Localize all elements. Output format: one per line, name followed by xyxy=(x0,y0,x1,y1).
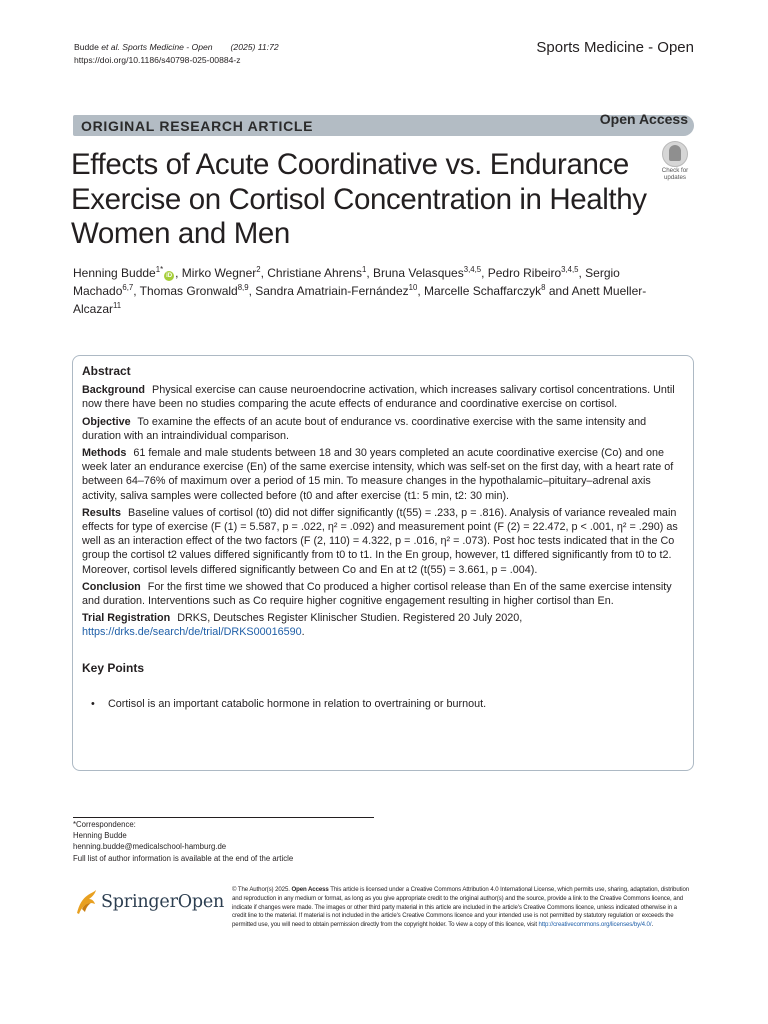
author xyxy=(488,266,579,280)
bullet-icon: • xyxy=(91,697,95,710)
check-updates-icon xyxy=(662,141,688,167)
open-access-label: Open Access xyxy=(599,111,688,127)
license-end: . xyxy=(651,921,654,929)
article-type-banner xyxy=(73,111,694,136)
objective-label: Objective xyxy=(82,415,131,428)
abstract-conclusion xyxy=(82,580,682,608)
author-name: Christiane Ahrens xyxy=(267,266,362,280)
author-name: Marcelle Schaffarczyk xyxy=(424,284,542,298)
author-name: Pedro Ribeiro xyxy=(487,266,562,280)
license-link[interactable]: http://creativecommons.org/licenses/by/4.0/ xyxy=(538,921,652,929)
authors-connector: and xyxy=(548,284,569,298)
author xyxy=(373,266,481,280)
author-name: Henning Budde xyxy=(73,266,156,280)
license-open-access: Open Access xyxy=(291,886,329,893)
author-name: Mirko Wegner xyxy=(181,266,257,280)
author-affiliation: 11 xyxy=(113,301,122,310)
springer-word: Springer xyxy=(101,892,178,912)
abstract-background xyxy=(82,383,682,411)
author-name: Sergio Machado xyxy=(73,266,620,298)
correspondence-email[interactable]: henning.budde@medicalschool-hamburg.de xyxy=(73,842,227,852)
author-affiliation: 8,9 xyxy=(237,283,249,292)
author xyxy=(267,266,366,280)
citation-header xyxy=(74,41,279,67)
abstract-results xyxy=(82,506,682,577)
results-label: Results xyxy=(82,506,122,519)
author-name: Anett Mueller-Alcazar xyxy=(73,284,647,316)
doi-link[interactable]: https://doi.org/10.1186/s40798-025-00884-z xyxy=(74,55,241,65)
objective-text: To examine the effects of an acute bout of endurance vs. coordinative exercise with the same intensity and duration with an intraindividual comparison. xyxy=(82,415,647,442)
correspondence-label: *Correspondence: xyxy=(73,820,136,829)
citation-year: (2025) 11:72 xyxy=(230,42,279,52)
article-type: ORIGINAL RESEARCH ARTICLE xyxy=(81,118,314,134)
article-title: Effects of Acute Coordinative vs. Endurance Exercise on Cortisol Concentration in Healthy Women and Men xyxy=(71,148,647,250)
author xyxy=(255,284,417,298)
background-label: Background xyxy=(82,384,145,397)
springer-open-word: Open xyxy=(177,892,225,912)
abstract-methods xyxy=(82,446,682,503)
trial-label: Trial Registration xyxy=(82,612,171,625)
author-name: Sandra Amatriain-Fernández xyxy=(255,284,409,298)
author-name: Thomas Gronwald xyxy=(139,284,238,298)
conclusion-text: For the first time we showed that Co produced a higher cortisol release than En of the same exercise intensity and duration. Interventions such as Co require higher cognitive engagement resulting in higher cortisol than En. xyxy=(82,580,672,608)
orcid-icon[interactable]: iD xyxy=(166,273,173,279)
trial-link[interactable]: https://drks.de/search/de/trial/DRKS00016590 xyxy=(82,626,302,639)
author-list: Henning Budde$^{1*}$iD , Mirko Wegner$^2$, Christiane Ahrens$^1$, Bruna Velasques$^{3,4,5}$, Pedro Ribeiro$^{3,4,5}$, Sergio Machado$^{6,7}$, Thomas Gronwald$^{8,9}$, Sandra Amatriain-Fernández$^{10}$, Marcelle Schaffarczyk$^8$ and Anett Mueller-Alcazar$^{11}$ xyxy=(73,265,647,316)
author-affiliation: 1* xyxy=(155,265,164,274)
author xyxy=(140,284,249,298)
check-for-updates-badge[interactable] xyxy=(654,141,696,181)
journal-name: Sports Medicine - Open xyxy=(536,39,694,56)
license-text xyxy=(232,886,692,930)
author-affiliation: 3,4,5 xyxy=(463,265,482,274)
author xyxy=(424,284,546,298)
author xyxy=(73,266,175,280)
author-affiliation: 2 xyxy=(256,265,261,274)
trial-end: . xyxy=(301,626,305,639)
abstract-trial-registration xyxy=(82,611,682,639)
correspondence-name: Henning Budde xyxy=(73,831,127,841)
author-affiliation: 10 xyxy=(408,283,418,292)
key-points-list xyxy=(82,697,682,711)
abstract-box xyxy=(72,355,694,771)
author-affiliation: 1 xyxy=(361,265,367,274)
check-updates-line2: updates xyxy=(663,173,687,181)
methods-text: 61 female and male students between 18 and 30 years completed an acute coordinative exercise (Co) and one week later an endurance exercise (En) of the same exercise intensity, which was self-set on the first day, with a heart rate of between 64–76% of maximum over a period of 15 min. To measure changes in the hypothalamic–pituitary–adrenal axis activity, saliva samples were collected before (t0 and after exercise (t1: 5 min, t2: 30 min). xyxy=(82,447,674,502)
trial-text: DRKS, Deutsches Register Klinischer Studien. Registered 20 July 2020, xyxy=(177,612,523,625)
correspondence-footnote xyxy=(73,819,293,864)
key-point-text: Cortisol is an important catabolic hormone in relation to overtraining or burnout. xyxy=(108,697,487,710)
author-info-note: Full list of author information is available at the end of the article xyxy=(73,853,294,863)
springer-horse-icon xyxy=(73,887,99,917)
check-updates-line1: Check for xyxy=(661,167,689,174)
license-body: This article is licensed under a Creative Commons Attribution 4.0 International License, which permits use, sharing, adaptation, distribution and reproduction in any medium or format, as long as you give appropriate credit to the original author(s) and the source, provide a link to the Creative Commons licence, and indicate if changes were made. The images or other third party material in this article are included in the article's Creative Commons licence, unless indicated otherwise in a credit line to the material. If material is not included in the article's Creative Commons licence and your intended use is not permitted by statutory regulation or exceeds the permitted use, you will need to obtain permission directly from the copyright holder. To view a copy of this licence, visit xyxy=(232,886,690,929)
conclusion-label: Conclusion xyxy=(82,580,141,593)
author-name: Bruna Velasques xyxy=(373,266,464,280)
key-point-item xyxy=(82,697,682,711)
citation-author: Budde xyxy=(74,42,99,52)
key-points-heading: Key Points xyxy=(82,660,145,675)
methods-label: Methods xyxy=(82,447,127,460)
citation-journal: et al. Sports Medicine - Open xyxy=(101,42,213,52)
springer-open-logo xyxy=(73,887,223,919)
author xyxy=(182,266,261,280)
author-affiliation: 3,4,5 xyxy=(561,265,579,274)
license-copyright: © The Author(s) 2025. xyxy=(232,886,290,893)
abstract-objective xyxy=(82,415,682,443)
footnote-divider xyxy=(73,817,374,818)
results-text: Baseline values of cortisol (t0) did not differ significantly (t(55) = .233, p = .816). Analysis of variance revealed main effects for type of exercise (F (1) = 5.587, p = .022, η² = .092) and measurement point (F (2) = 22.472, p < .001, η² = .290) as well as an interaction effect of the two factors (F (2, 110) = 4.322, p = .016, η² = .073). Post hoc tests indicated that in the Co group the cortisol t2 values differed significantly from t0 to t1. In the En group, however, t1 differed significantly from t0 to t2. Moreover, cortisol levels differed significantly between Co and En at t2 (t(55) = 3.661, p = .004). xyxy=(82,506,678,576)
background-text: Physical exercise can cause neuroendocrine activation, which increases salivary cortisol concentrations. Until now there have been no studies comparing the acute effects of endurance and coordinative exercise on cortisol. xyxy=(82,384,675,411)
abstract-heading: Abstract xyxy=(82,364,131,378)
author-affiliation: 6,7 xyxy=(122,283,134,292)
author-affiliation: 8 xyxy=(541,283,546,292)
